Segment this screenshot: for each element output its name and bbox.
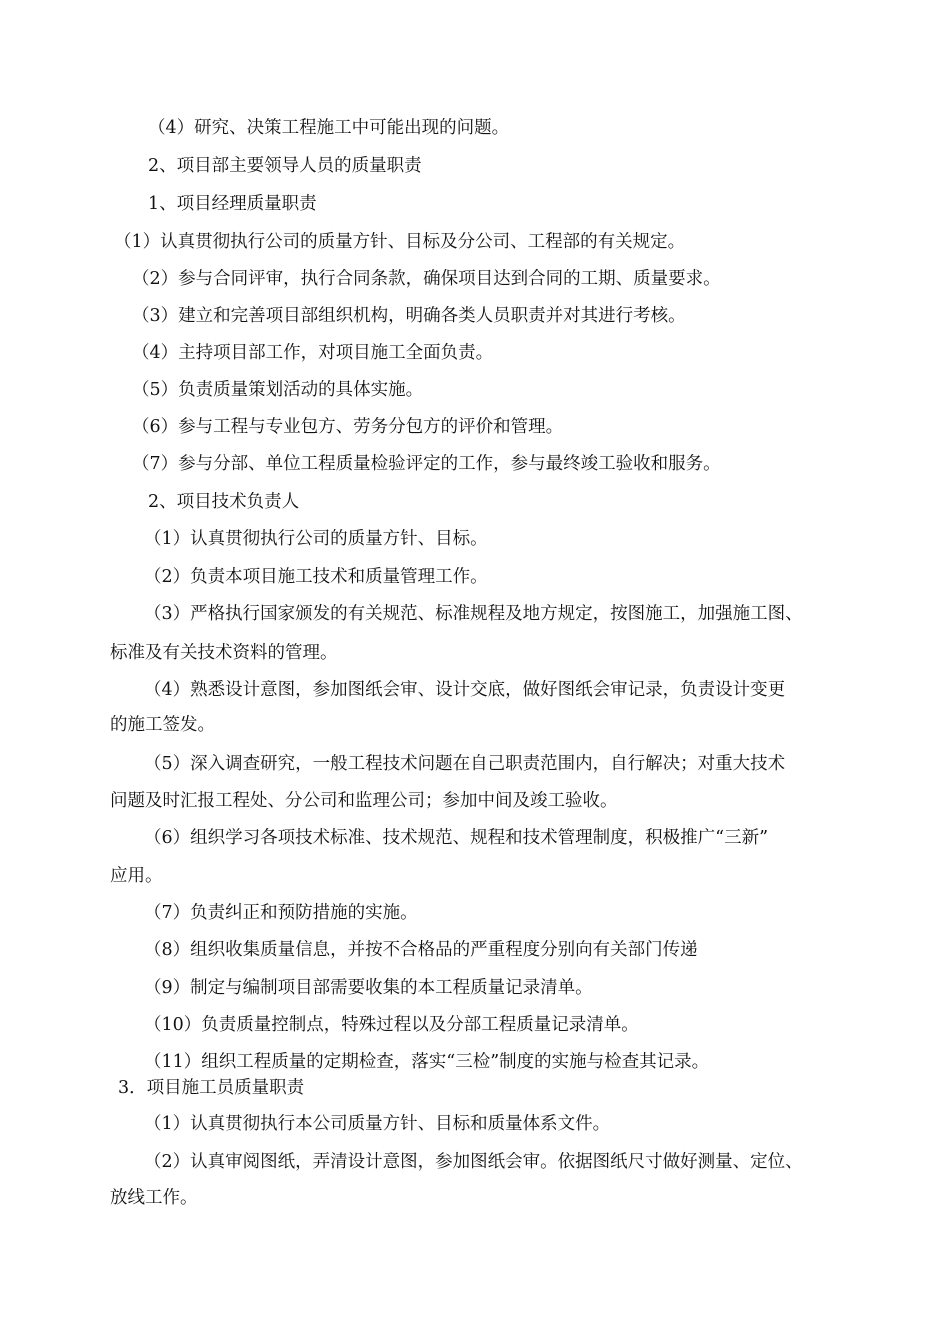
text-line: 标准及有关技术资料的管理。	[110, 643, 338, 663]
text-line: （1）认真贯彻执行公司的质量方针、目标。	[144, 529, 488, 549]
text-line: 问题及时汇报工程处、分公司和监理公司；参加中间及竣工验收。	[110, 791, 618, 811]
section-heading: 3．项目施工员质量职责	[118, 1078, 305, 1098]
text-line: （3）严格执行国家颁发的有关规范、标准规程及地方规定，按图施工，加强施工图、	[144, 604, 803, 624]
text-line: （9）制定与编制项目部需要收集的本工程质量记录清单。	[144, 978, 593, 998]
text-line: （4）熟悉设计意图，参加图纸会审、设计交底，做好图纸会审记录，负责设计变更	[144, 680, 786, 700]
text-line: 应用。	[110, 866, 163, 886]
text-line: （8）组织收集质量信息，并按不合格品的严重程度分别向有关部门传递	[144, 940, 698, 960]
text-line: （6）参与工程与专业包方、劳务分包方的评价和管理。	[132, 417, 564, 437]
subsection-heading: 2、项目技术负责人	[148, 492, 300, 512]
text-line: 的施工签发。	[110, 715, 215, 735]
text-line: （7）负责纠正和预防措施的实施。	[144, 903, 418, 923]
text-line: （2）参与合同评审，执行合同条款，确保项目达到合同的工期、质量要求。	[132, 269, 721, 289]
text-line: （5）负责质量策划活动的具体实施。	[132, 380, 424, 400]
section-heading: 2、项目部主要领导人员的质量职责	[148, 156, 422, 176]
text-line: 放线工作。	[110, 1188, 198, 1208]
text-line: （2）认真审阅图纸，弄清设计意图，参加图纸会审。依据图纸尺寸做好测量、定位、	[144, 1152, 803, 1172]
text-line: （6）组织学习各项技术标准、技术规范、规程和技术管理制度，积极推广“三新”	[144, 828, 769, 848]
text-line: （4）研究、决策工程施工中可能出现的问题。	[148, 118, 510, 138]
text-line: （4）主持项目部工作，对项目施工全面负责。	[132, 343, 494, 363]
text-line: （5）深入调查研究，一般工程技术问题在自己职责范围内，自行解决；对重大技术	[144, 754, 786, 774]
text-line: （3）建立和完善项目部组织机构，明确各类人员职责并对其进行考核。	[132, 306, 686, 326]
text-line: （11）组织工程质量的定期检查，落实“三检”制度的实施与检查其记录。	[144, 1052, 710, 1072]
text-line: （1）认真贯彻执行本公司质量方针、目标和质量体系文件。	[144, 1114, 611, 1134]
text-line: （10）负责质量控制点，特殊过程以及分部工程质量记录清单。	[144, 1015, 639, 1035]
subsection-heading: 1、项目经理质量职责	[148, 194, 317, 214]
text-line: （7）参与分部、单位工程质量检验评定的工作，参与最终竣工验收和服务。	[132, 454, 721, 474]
text-line: （2）负责本项目施工技术和质量管理工作。	[144, 567, 488, 587]
text-line: （1）认真贯彻执行公司的质量方针、目标及分公司、工程部的有关规定。	[114, 232, 686, 252]
